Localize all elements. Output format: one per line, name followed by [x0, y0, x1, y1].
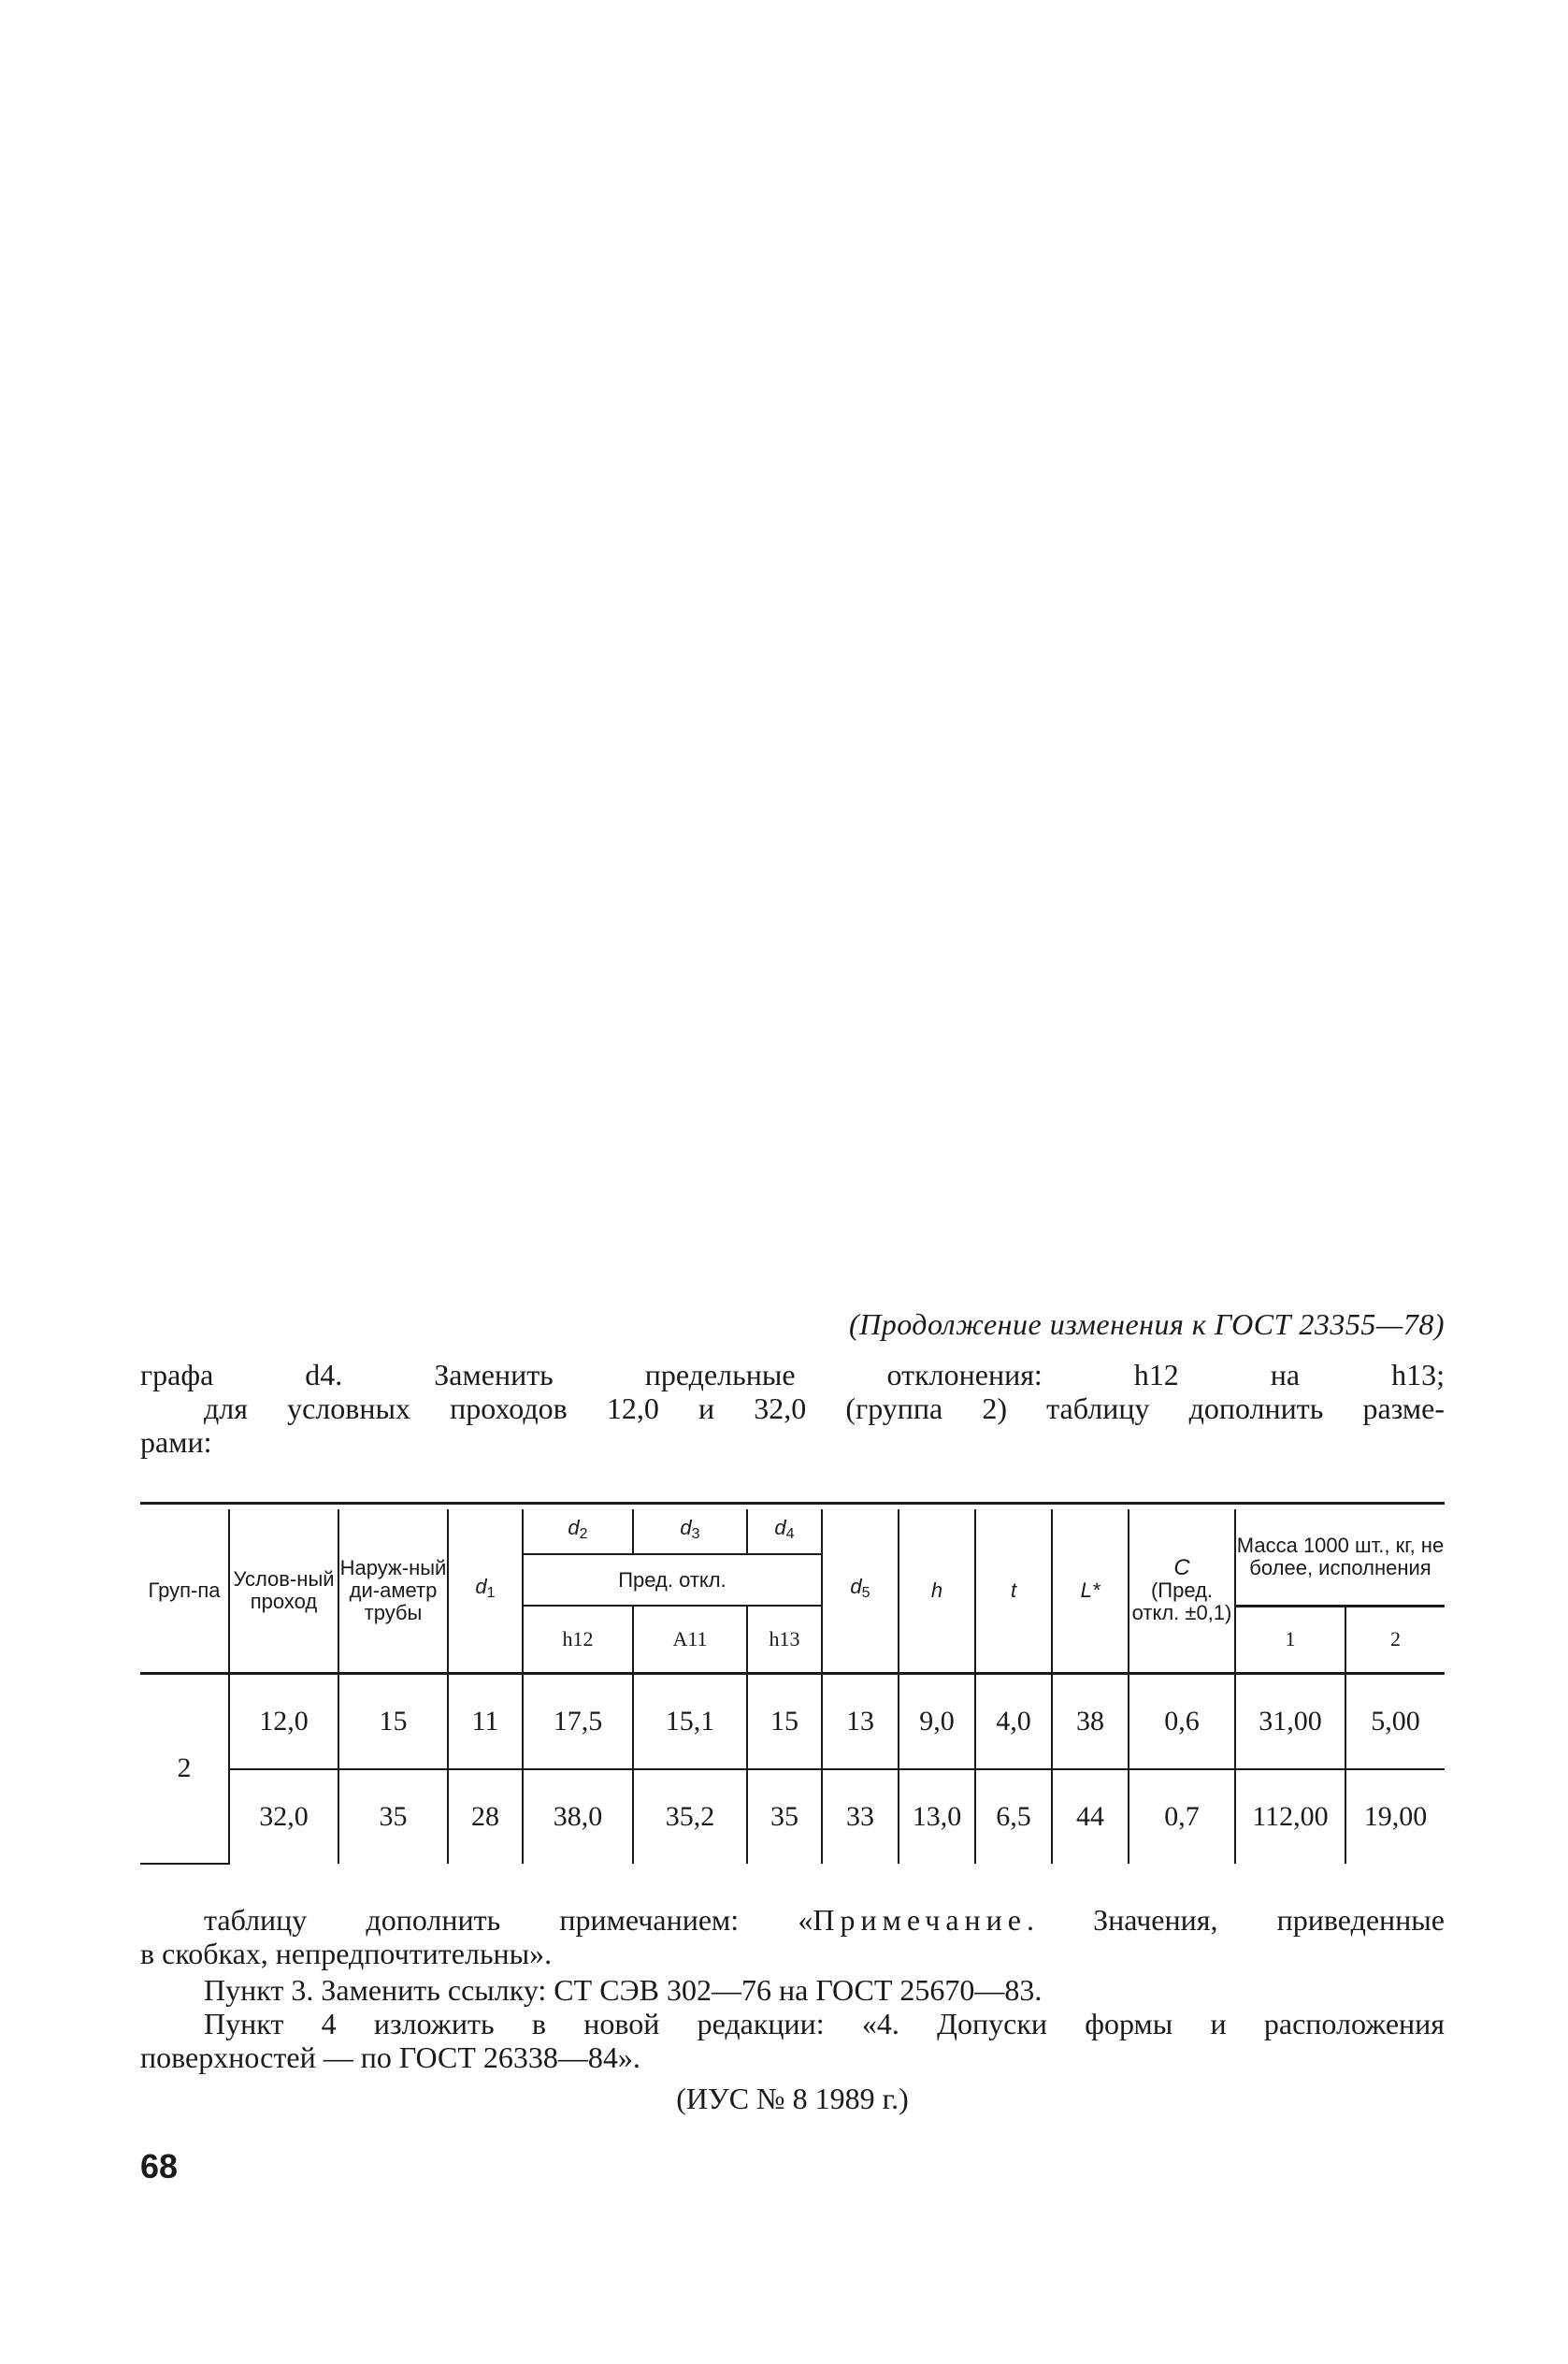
cell-d3: 35,2	[633, 1769, 747, 1864]
cell-nominal-bore: 12,0	[229, 1673, 338, 1769]
item-3: Пункт 3. Заменить ссылку: СТ СЭВ 302—76 на ГОСТ 25670—83.	[204, 1973, 1043, 2007]
subscript: 3	[691, 1526, 700, 1542]
intro-line-3: рами:	[140, 1425, 212, 1459]
cell-d5: 33	[822, 1769, 899, 1864]
cell-d5: 13	[822, 1673, 899, 1769]
item-4-line-2: поверхностей — по ГОСТ 26338—84».	[140, 2040, 640, 2074]
subscript: 5	[861, 1585, 870, 1602]
intro-line-2: для условных проходов 12,0 и 32,0 (группа 2) таблицу дополнить разме-	[204, 1391, 1445, 1425]
dimensions-table	[140, 1509, 1445, 1865]
header-d3: $d_3$	[633, 1509, 747, 1554]
header-tol-d4: h13	[747, 1606, 822, 1673]
cell-group: 2	[140, 1673, 229, 1864]
note-word: Примечание	[813, 1903, 1027, 1937]
header-L: L*	[1052, 1509, 1129, 1673]
cell-d3: 15,1	[633, 1673, 747, 1769]
cell-mass-2: 19,00	[1345, 1769, 1445, 1864]
header-C-symbol: C	[1173, 1554, 1190, 1580]
cell-h: 13,0	[899, 1769, 975, 1864]
dimensions-table-wrapper	[140, 1509, 1445, 1865]
header-d4: $d_4$	[747, 1509, 822, 1554]
header-h: h	[899, 1509, 975, 1673]
subscript: 4	[785, 1526, 795, 1542]
table-top-rule	[140, 1502, 1445, 1505]
header-outer-diameter: Наруж-ный ди-аметр трубы	[338, 1509, 448, 1673]
header-mass-variant-1: 1	[1235, 1606, 1345, 1673]
note-intro: таблицу дополнить примечанием: «	[204, 1903, 813, 1937]
cell-outer-diameter: 15	[338, 1673, 448, 1769]
header-d2: $d_2$	[523, 1509, 633, 1554]
continuation-header: (Продолжение изменения к ГОСТ 23355—78)	[848, 1307, 1445, 1341]
table-row	[140, 1673, 1445, 1769]
header-tolerance: Пред. откл.	[523, 1554, 822, 1606]
cell-d4: 15	[747, 1673, 822, 1769]
item-4-line-1: Пункт 4 изложить в новой редакции: «4. Допуски формы и расположения	[204, 2007, 1445, 2040]
header-mass-variant-2: 2	[1345, 1606, 1445, 1673]
header-d5: $d_5$	[822, 1509, 899, 1673]
header-C	[1129, 1509, 1235, 1673]
cell-C: 0,6	[1129, 1673, 1235, 1769]
cell-d1: 28	[448, 1769, 523, 1864]
note-line-1	[140, 1903, 1445, 1937]
header-group: Груп-па	[140, 1509, 229, 1673]
cell-nominal-bore: 32,0	[229, 1769, 338, 1864]
cell-mass-1: 31,00	[1235, 1673, 1345, 1769]
cell-d2: 17,5	[523, 1673, 633, 1769]
cell-outer-diameter: 35	[338, 1769, 448, 1864]
subscript: 1	[486, 1585, 496, 1602]
header-d1: $d_1$	[448, 1509, 523, 1673]
cell-h: 9,0	[899, 1673, 975, 1769]
cell-d1: 11	[448, 1673, 523, 1769]
cell-L: 38	[1052, 1673, 1129, 1769]
header-mass: Масса 1000 шт., кг, не более, исполнения	[1235, 1509, 1445, 1606]
header-tol-d2: h12	[523, 1606, 633, 1673]
cell-d2: 38,0	[523, 1769, 633, 1864]
cell-mass-1: 112,00	[1235, 1769, 1345, 1864]
header-t: t	[975, 1509, 1052, 1673]
cell-t: 4,0	[975, 1673, 1052, 1769]
cell-L: 44	[1052, 1769, 1129, 1864]
table-row	[140, 1769, 1445, 1864]
intro-line-1: графа d4. Заменить предельные отклонения: h12 на h13;	[140, 1358, 1445, 1391]
header-C-note: (Пред. откл. ±0,1)	[1131, 1578, 1232, 1624]
note-line-2: в скобках, непредпочтительны».	[140, 1937, 553, 1970]
cell-t: 6,5	[975, 1769, 1052, 1864]
header-nominal-bore: Услов-ный проход	[229, 1509, 338, 1673]
source-reference: (ИУС № 8 1989 г.)	[676, 2082, 909, 2115]
header-tol-d3: A11	[633, 1606, 747, 1673]
cell-d4: 35	[747, 1769, 822, 1864]
page-number: 68	[140, 2147, 179, 2185]
note-continuation: . Значения, приведенные	[1026, 1903, 1446, 1937]
subscript: 2	[579, 1526, 588, 1542]
cell-mass-2: 5,00	[1345, 1673, 1445, 1769]
cell-C: 0,7	[1129, 1769, 1235, 1864]
